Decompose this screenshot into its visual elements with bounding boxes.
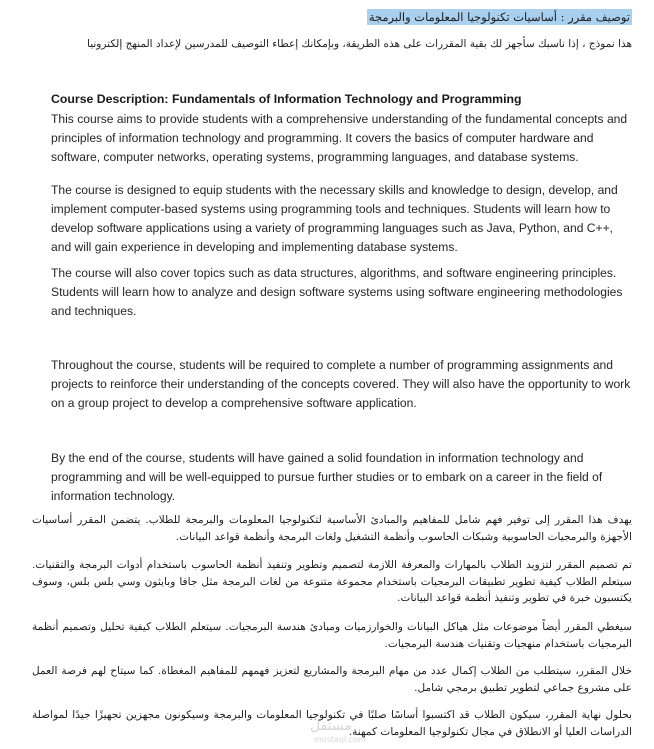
english-paragraph-topics: The course will also cover topics such as data structures, algorithms, and software engineering principles. Students will learn how to analyze and design software systems using software engineering methodologies and techniques. <box>51 266 623 318</box>
arabic-paragraph-topics: سيغطي المقرر أيضاً موضوعات مثل هياكل البيانات والخوارزميات ومبادئ هندسة البرمجيات. سيتعلم الطلاب كيفية تحليل وتصميم أنظمة البرمجيات باستخدام منهجيات وتقنيات هندسة البرمجيات. <box>32 621 632 650</box>
arabic-course-title: توصيف مقرر : أساسيات تكنولوجيا المعلومات والبرمجة <box>368 10 630 24</box>
english-paragraph-outcome: By the end of the course, students will have gained a solid foundation in information technology and programming and will be well-equipped to pursue further studies or to embark on a career in the field of information technology. <box>51 451 603 503</box>
arabic-intro-note: هذا نموذج ، إذا ناسبك سأجهز لك بقية المقررات على هذه الطريقة، وبإمكانك إعطاء التوصيف للمدرسين لإعداد المنهج إلكترونيا <box>87 38 632 50</box>
course-description-heading: Course Description: Fundamentals of Information Technology and Programming <box>51 92 522 106</box>
watermark-arabic-text: مستقل <box>310 718 352 734</box>
english-paragraph-overview: This course aims to provide students with a comprehensive understanding of the fundamental concepts and principles of information technology and programming. It covers the basics of computer hardware and software, computer networks, operating systems, programming languages, and database systems. <box>51 112 628 164</box>
arabic-paragraph-assignments: خلال المقرر، سيتطلب من الطلاب إكمال عدد من مهام البرمجة والمشاريع لتعزيز فهمهم للمفاهيم المغطاة. كما سيتاح لهم فرصة العمل على مشروع جماعي لتطوير تطبيق برمجي شامل. <box>32 665 632 694</box>
english-paragraph-assignments: Throughout the course, students will be required to complete a number of programming assignments and projects to reinforce their understanding of the concepts covered. They will also have the opportunity to work on a group project to develop a comprehensive software application. <box>51 358 631 410</box>
arabic-paragraph-skills: تم تصميم المقرر لتزويد الطلاب بالمهارات والمعرفة اللازمة لتصميم وتطوير وتنفيذ أنظمة الحاسوب باستخدام أدوات البرمجة والتقنيات. سيتعلم الطلاب كيفية تطوير تطبيقات البرمجيات باستخدام مجموعة متنوعة من لغات البرمجة مثل جافا وبايثون وسي بلس بلس، وسوف يكتسبون خبرة في تطوير وتنفيذ أنظمة قواعد البيانات. <box>32 559 632 604</box>
watermark-latin-text: mostaql.com <box>314 735 366 744</box>
arabic-paragraph-outcome: بحلول نهاية المقرر، سيكون الطلاب قد اكتسبوا أساسًا صلبًا في تكنولوجيا المعلومات والبرمجة وسيكونون مجهزين تجهيزًا جيدًا لمواصلة الدراسات العليا أو الانطلاق في مجال تكنولوجيا المعلومات كمهنة. <box>32 709 632 738</box>
english-paragraph-skills: The course is designed to equip students with the necessary skills and knowledge to design, develop, and implement computer-based systems using programming tools and techniques. Students will learn how to develop software applications using a variety of programming languages such as Java, Python, and C++, and will gain experience in developing and implementing database systems. <box>51 183 618 254</box>
arabic-paragraph-overview: يهدف هذا المقرر إلى توفير فهم شامل للمفاهيم والمبادئ الأساسية لتكنولوجيا المعلومات والبرمجة للطلاب. يتضمن المقرر أساسيات الأجهزة والبرمجيات الحاسوبية وشبكات الحاسوب وأنظمة التشغيل ولغات البرمجة وأنظمة قواعد البيانات. <box>32 514 632 543</box>
